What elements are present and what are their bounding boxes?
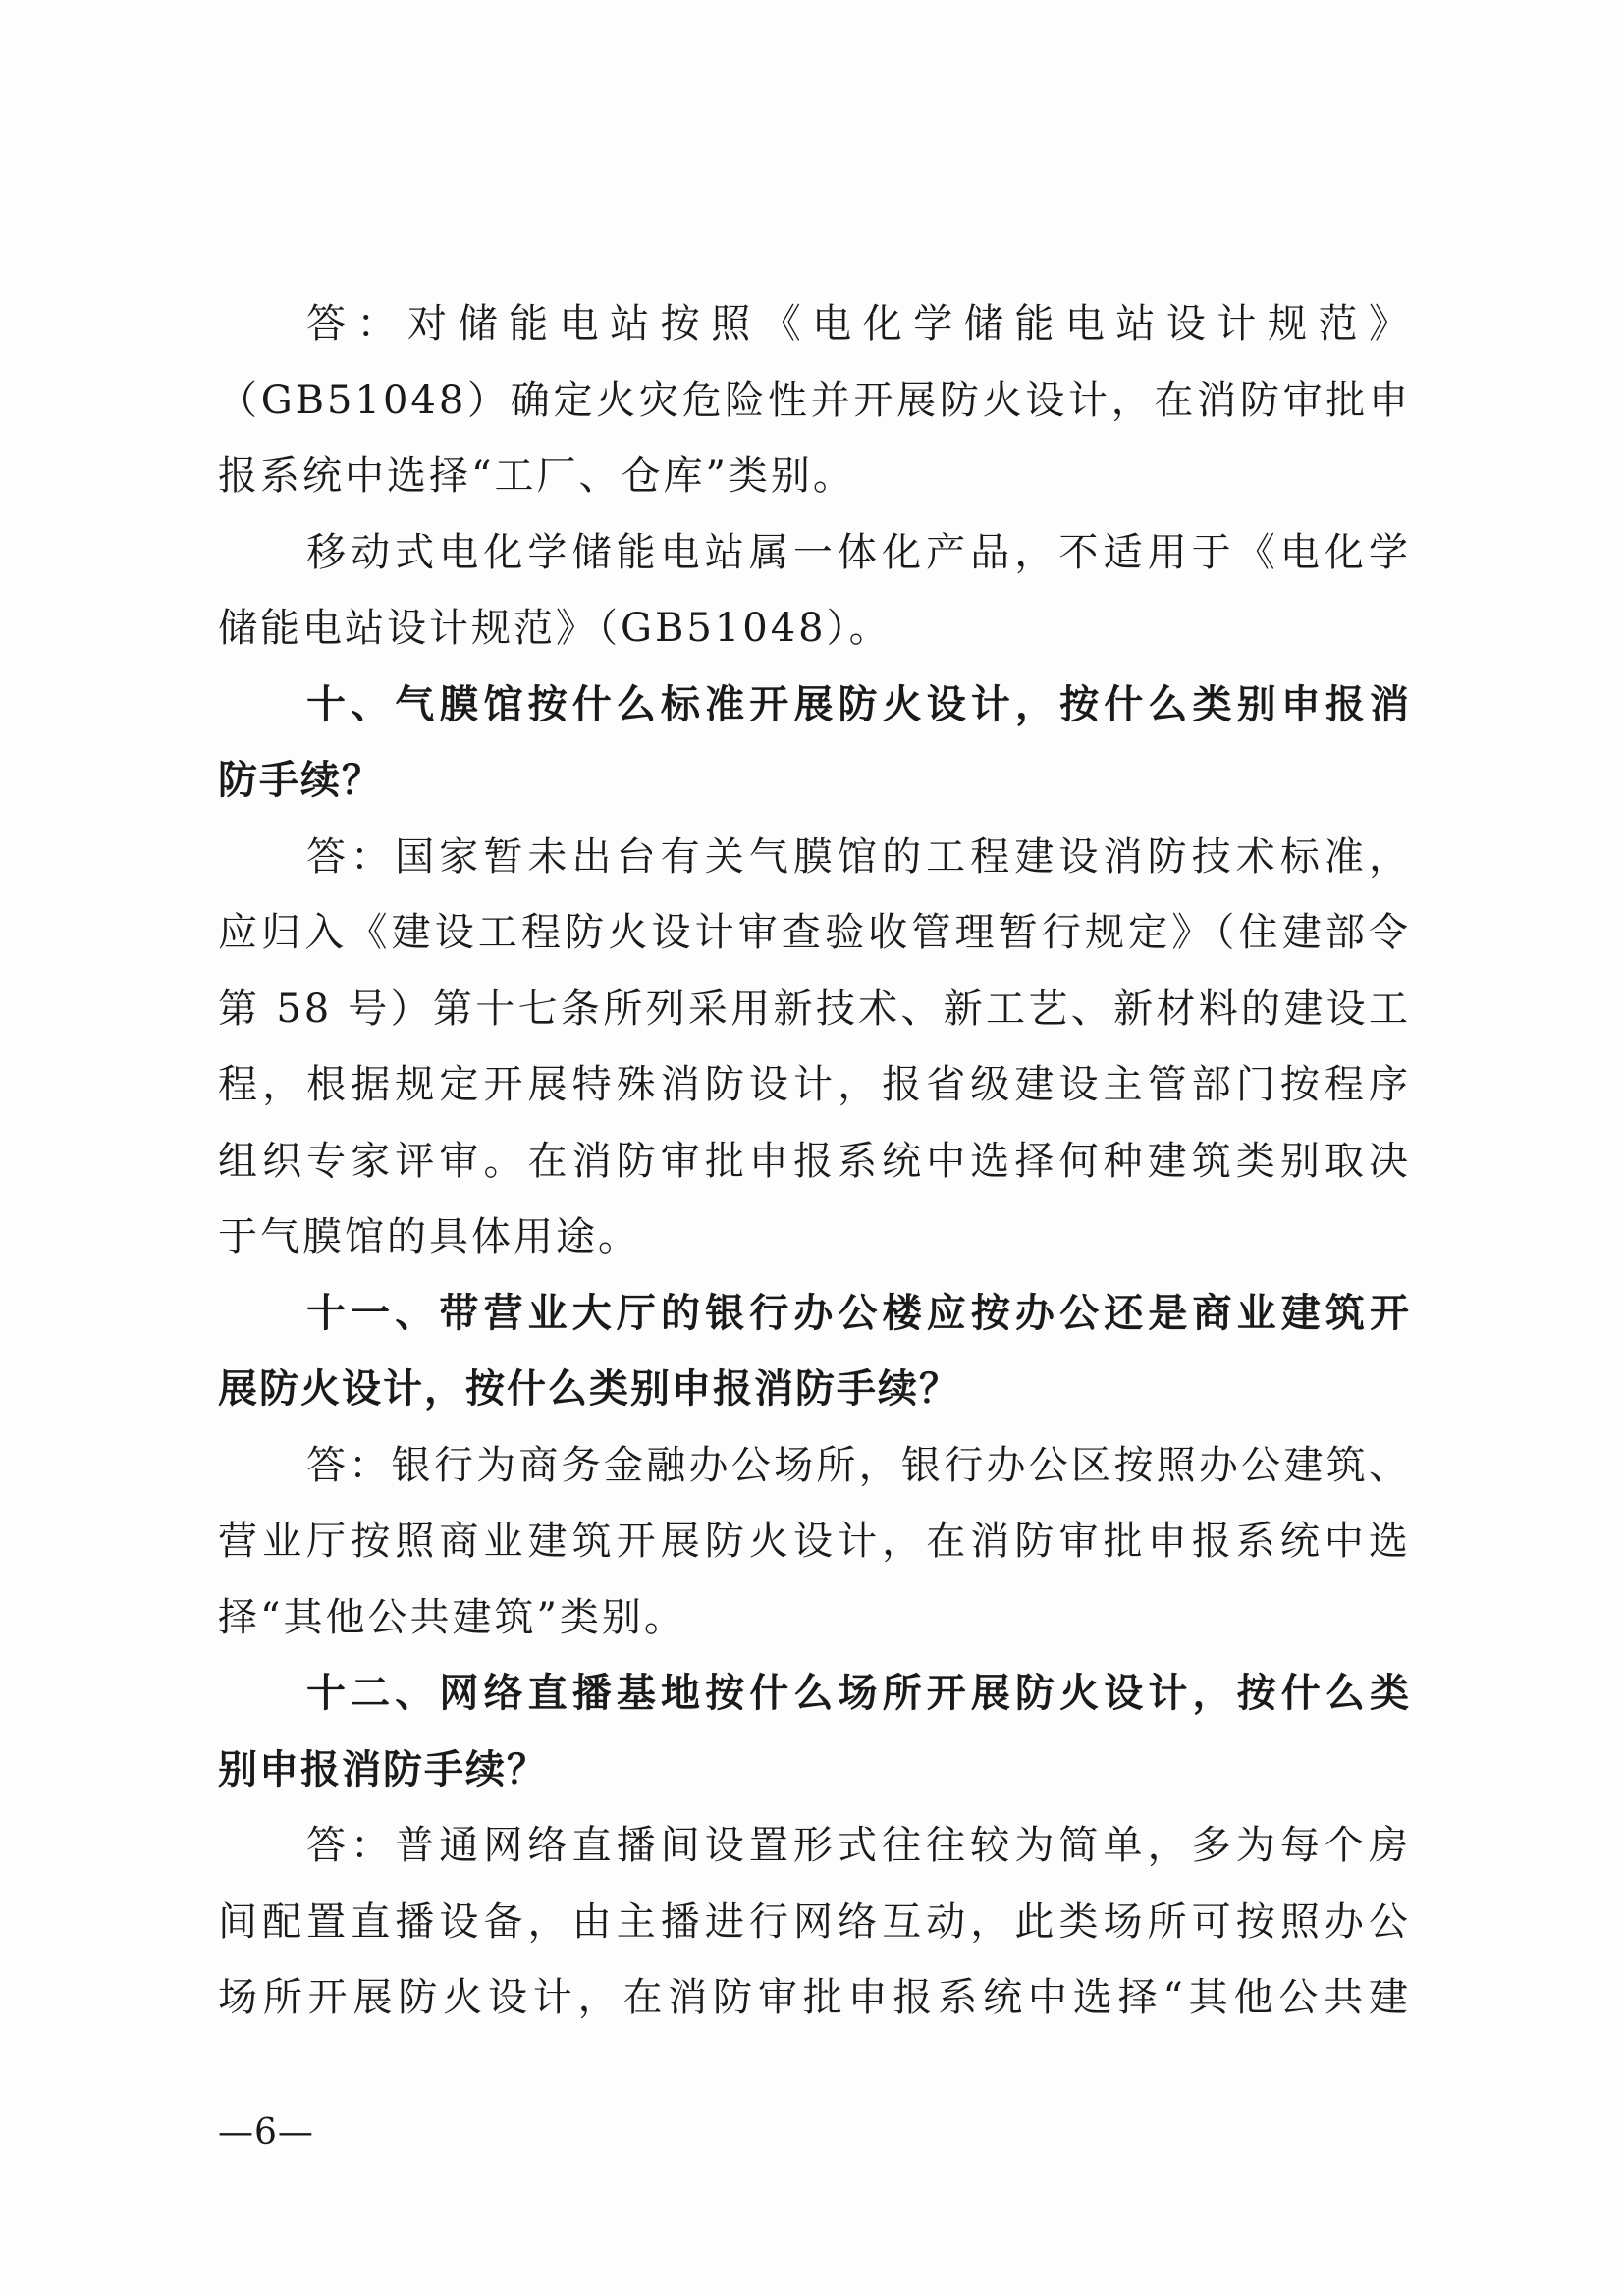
document-body [218, 287, 1411, 2037]
text-line: 择“其他公共建筑”类别。 [218, 1594, 686, 1640]
answer-paragraph [218, 515, 1411, 667]
text-line: 十二、网络直播基地按什么场所开展防火设计，按什么类 [306, 1671, 1411, 1716]
answer-paragraph [218, 287, 1411, 515]
text-line: 营业厅按照商业建筑开展防火设计，在消防审批申报系统中选 [218, 1519, 1411, 1564]
text-line: （GB51048）确定火灾危险性并开展防火设计，在消防审批申 [218, 377, 1411, 423]
text-line: 答：对储能电站按照《电化学储能电站设计规范》 [306, 301, 1411, 347]
text-line: 第 58 号）第十七条所列采用新技术、新工艺、新材料的建设工 [218, 986, 1411, 1032]
text-line: 答：国家暂未出台有关气膜馆的工程建设消防技术标准， [306, 833, 1411, 880]
question-heading [218, 667, 1411, 820]
text-line: 移动式电化学储能电站属一体化产品，不适用于《电化学 [306, 529, 1411, 575]
answer-paragraph [218, 820, 1411, 1276]
answer-paragraph [218, 1808, 1411, 2037]
text-line: 场所开展防火设计，在消防审批申报系统中选择“其他公共建 [218, 1975, 1411, 2020]
text-line: 储能电站设计规范》（GB51048）。 [218, 606, 892, 651]
text-line: 间配置直播设备，由主播进行网络互动，此类场所可按照办公 [218, 1898, 1411, 1945]
page-number: —6— [218, 2112, 314, 2153]
text-line: 防手续？ [218, 758, 383, 803]
text-line: 应归入《建设工程防火设计审查验收管理暂行规定》（住建部令 [218, 910, 1411, 955]
text-line: 十一、带营业大厅的银行办公楼应按办公还是商业建筑开 [306, 1290, 1411, 1336]
text-line: 组织专家评审。在消防审批申报系统中选择何种建筑类别取决 [218, 1138, 1411, 1184]
text-line: 于气膜馆的具体用途。 [218, 1214, 640, 1259]
text-line: 别申报消防手续？ [218, 1746, 548, 1792]
text-line: 展防火设计，按什么类别申报消防手续？ [218, 1366, 960, 1412]
question-heading [218, 1656, 1411, 1808]
answer-paragraph [218, 1428, 1411, 1657]
text-line: 答：普通网络直播间设置形式往往较为简单，多为每个房 [306, 1823, 1411, 1868]
question-heading [218, 1276, 1411, 1428]
text-line: 十、气膜馆按什么标准开展防火设计，按什么类别申报消 [306, 681, 1411, 727]
text-line: 程，根据规定开展特殊消防设计，报省级建设主管部门按程序 [218, 1062, 1411, 1107]
text-line: 报系统中选择“工厂、仓库”类别。 [218, 454, 855, 499]
text-line: 答：银行为商务金融办公场所，银行办公区按照办公建筑、 [306, 1442, 1411, 1488]
